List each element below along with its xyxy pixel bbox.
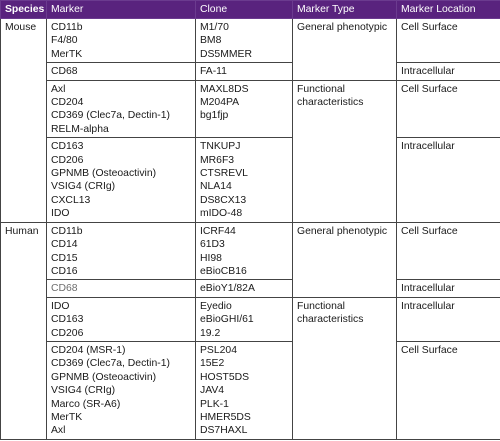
marker-location-cell: Intracellular	[397, 297, 500, 341]
table-row	[1, 80, 500, 138]
marker-name: CD68	[51, 283, 78, 295]
clone-name: 15E2	[200, 358, 225, 370]
marker-name: Axl	[51, 83, 66, 95]
marker-name: CD206	[51, 154, 84, 166]
marker-type-text: Functional	[297, 300, 345, 312]
marker-name: VSIG4 (CRIg)	[51, 385, 116, 397]
marker-cell	[47, 222, 196, 280]
marker-cell	[47, 63, 196, 80]
clone-name: DS5MMER	[200, 48, 252, 60]
clone-name: 61D3	[200, 239, 225, 251]
clone-name: MAXL8DS	[200, 83, 249, 95]
clone-name: M1/70	[200, 22, 229, 33]
clone-name: eBioY1/82A	[200, 283, 255, 295]
marker-name: MerTK	[51, 411, 83, 423]
clone-name: JAV4	[200, 385, 225, 397]
clone-name: BM8	[200, 35, 222, 47]
clone-name: M204PA	[200, 97, 240, 109]
table-row	[1, 297, 500, 341]
clone-cell	[196, 138, 293, 222]
clone-cell	[196, 63, 293, 80]
marker-location-cell: Intracellular	[397, 138, 500, 222]
marker-name: CD206	[51, 327, 84, 339]
clone-cell	[196, 297, 293, 341]
marker-name: CD11b	[51, 225, 83, 237]
marker-name: CD15	[51, 252, 78, 264]
table-row	[1, 138, 500, 222]
clone-name: HOST5DS	[200, 371, 250, 383]
marker-name: CD68	[51, 66, 78, 78]
marker-name: Axl	[51, 425, 66, 437]
clone-name: DS8CX13	[200, 194, 247, 206]
marker-location-cell: Intracellular	[397, 280, 500, 297]
marker-location-cell: Cell Surface	[397, 341, 500, 439]
marker-name: CD204	[51, 97, 84, 109]
clone-name: bg1fjp	[200, 110, 229, 122]
marker-location-cell: Cell Surface	[397, 80, 500, 138]
marker-name: VSIG4 (CRIg)	[51, 181, 116, 193]
marker-name: IDO	[51, 300, 70, 312]
clone-name: DS7HAXL	[200, 425, 248, 437]
clone-cell	[196, 19, 293, 63]
clone-cell	[196, 222, 293, 280]
marker-name: CD204 (MSR-1)	[51, 344, 126, 356]
marker-type-cell: General phenotypic	[293, 222, 397, 297]
marker-cell	[47, 80, 196, 138]
clone-name: PSL204	[200, 344, 237, 356]
header-clone: Clone	[196, 1, 293, 19]
marker-name: F4/80	[51, 35, 78, 47]
marker-type-cell	[293, 297, 397, 439]
header-species: Species	[1, 1, 47, 19]
marker-type-text: characteristics	[297, 314, 364, 326]
table-row	[1, 222, 500, 280]
marker-cell	[47, 280, 196, 297]
table-row	[1, 280, 500, 297]
clone-cell	[196, 280, 293, 297]
marker-cell	[47, 341, 196, 439]
header-row	[1, 1, 500, 19]
marker-name: CXCL13	[51, 194, 91, 206]
clone-name: TNKUPJ	[200, 141, 241, 153]
species-cell-human: Human	[1, 222, 47, 439]
marker-type-text: characteristics	[297, 97, 364, 109]
marker-cell	[47, 297, 196, 341]
marker-name: CD14	[51, 239, 78, 251]
marker-cell	[47, 19, 196, 63]
clone-cell	[196, 341, 293, 439]
clone-name: CTSREVL	[200, 168, 248, 180]
clone-name: MR6F3	[200, 154, 235, 166]
clone-name: PLK-1	[200, 398, 229, 410]
clone-name: HI98	[200, 252, 222, 264]
marker-name: CD11b	[51, 22, 83, 33]
marker-name: RELM-alpha	[51, 123, 109, 135]
table-row	[1, 63, 500, 80]
marker-name: CD163	[51, 141, 84, 153]
clone-name: FA-11	[200, 66, 227, 78]
table-row	[1, 341, 500, 439]
clone-name: Eyedio	[200, 300, 232, 312]
marker-name: CD163	[51, 314, 84, 326]
marker-name: GPNMB (Osteoactivin)	[51, 371, 157, 383]
clone-name: NLA14	[200, 181, 232, 193]
marker-location-cell: Cell Surface	[397, 19, 500, 63]
header-marker-location: Marker Location	[397, 1, 500, 19]
clone-name: 19.2	[200, 327, 221, 339]
marker-cell	[47, 138, 196, 222]
marker-type-cell	[293, 80, 397, 222]
marker-name: CD369 (Clec7a, Dectin-1)	[51, 358, 170, 370]
marker-location-cell: Cell Surface	[397, 222, 500, 280]
marker-name: Marco (SR-A6)	[51, 398, 121, 410]
header-marker-type: Marker Type	[293, 1, 397, 19]
marker-name: CD16	[51, 265, 78, 277]
clone-cell	[196, 80, 293, 138]
table-row	[1, 19, 500, 63]
marker-name: MerTK	[51, 48, 83, 60]
species-cell-mouse: Mouse	[1, 19, 47, 223]
clone-name: mIDO-48	[200, 208, 243, 220]
header-marker: Marker	[47, 1, 196, 19]
clone-name: ICRF44	[200, 225, 236, 237]
marker-type-text: Functional	[297, 83, 345, 95]
clone-name: eBioCB16	[200, 265, 247, 277]
marker-location-cell: Intracellular	[397, 63, 500, 80]
clone-name: eBioGHI/61	[200, 314, 254, 326]
marker-name: GPNMB (Osteoactivin)	[51, 168, 157, 180]
marker-type-cell: General phenotypic	[293, 19, 397, 81]
marker-name: CD369 (Clec7a, Dectin-1)	[51, 110, 170, 122]
clone-name: HMER5DS	[200, 411, 251, 423]
marker-name: IDO	[51, 208, 70, 220]
